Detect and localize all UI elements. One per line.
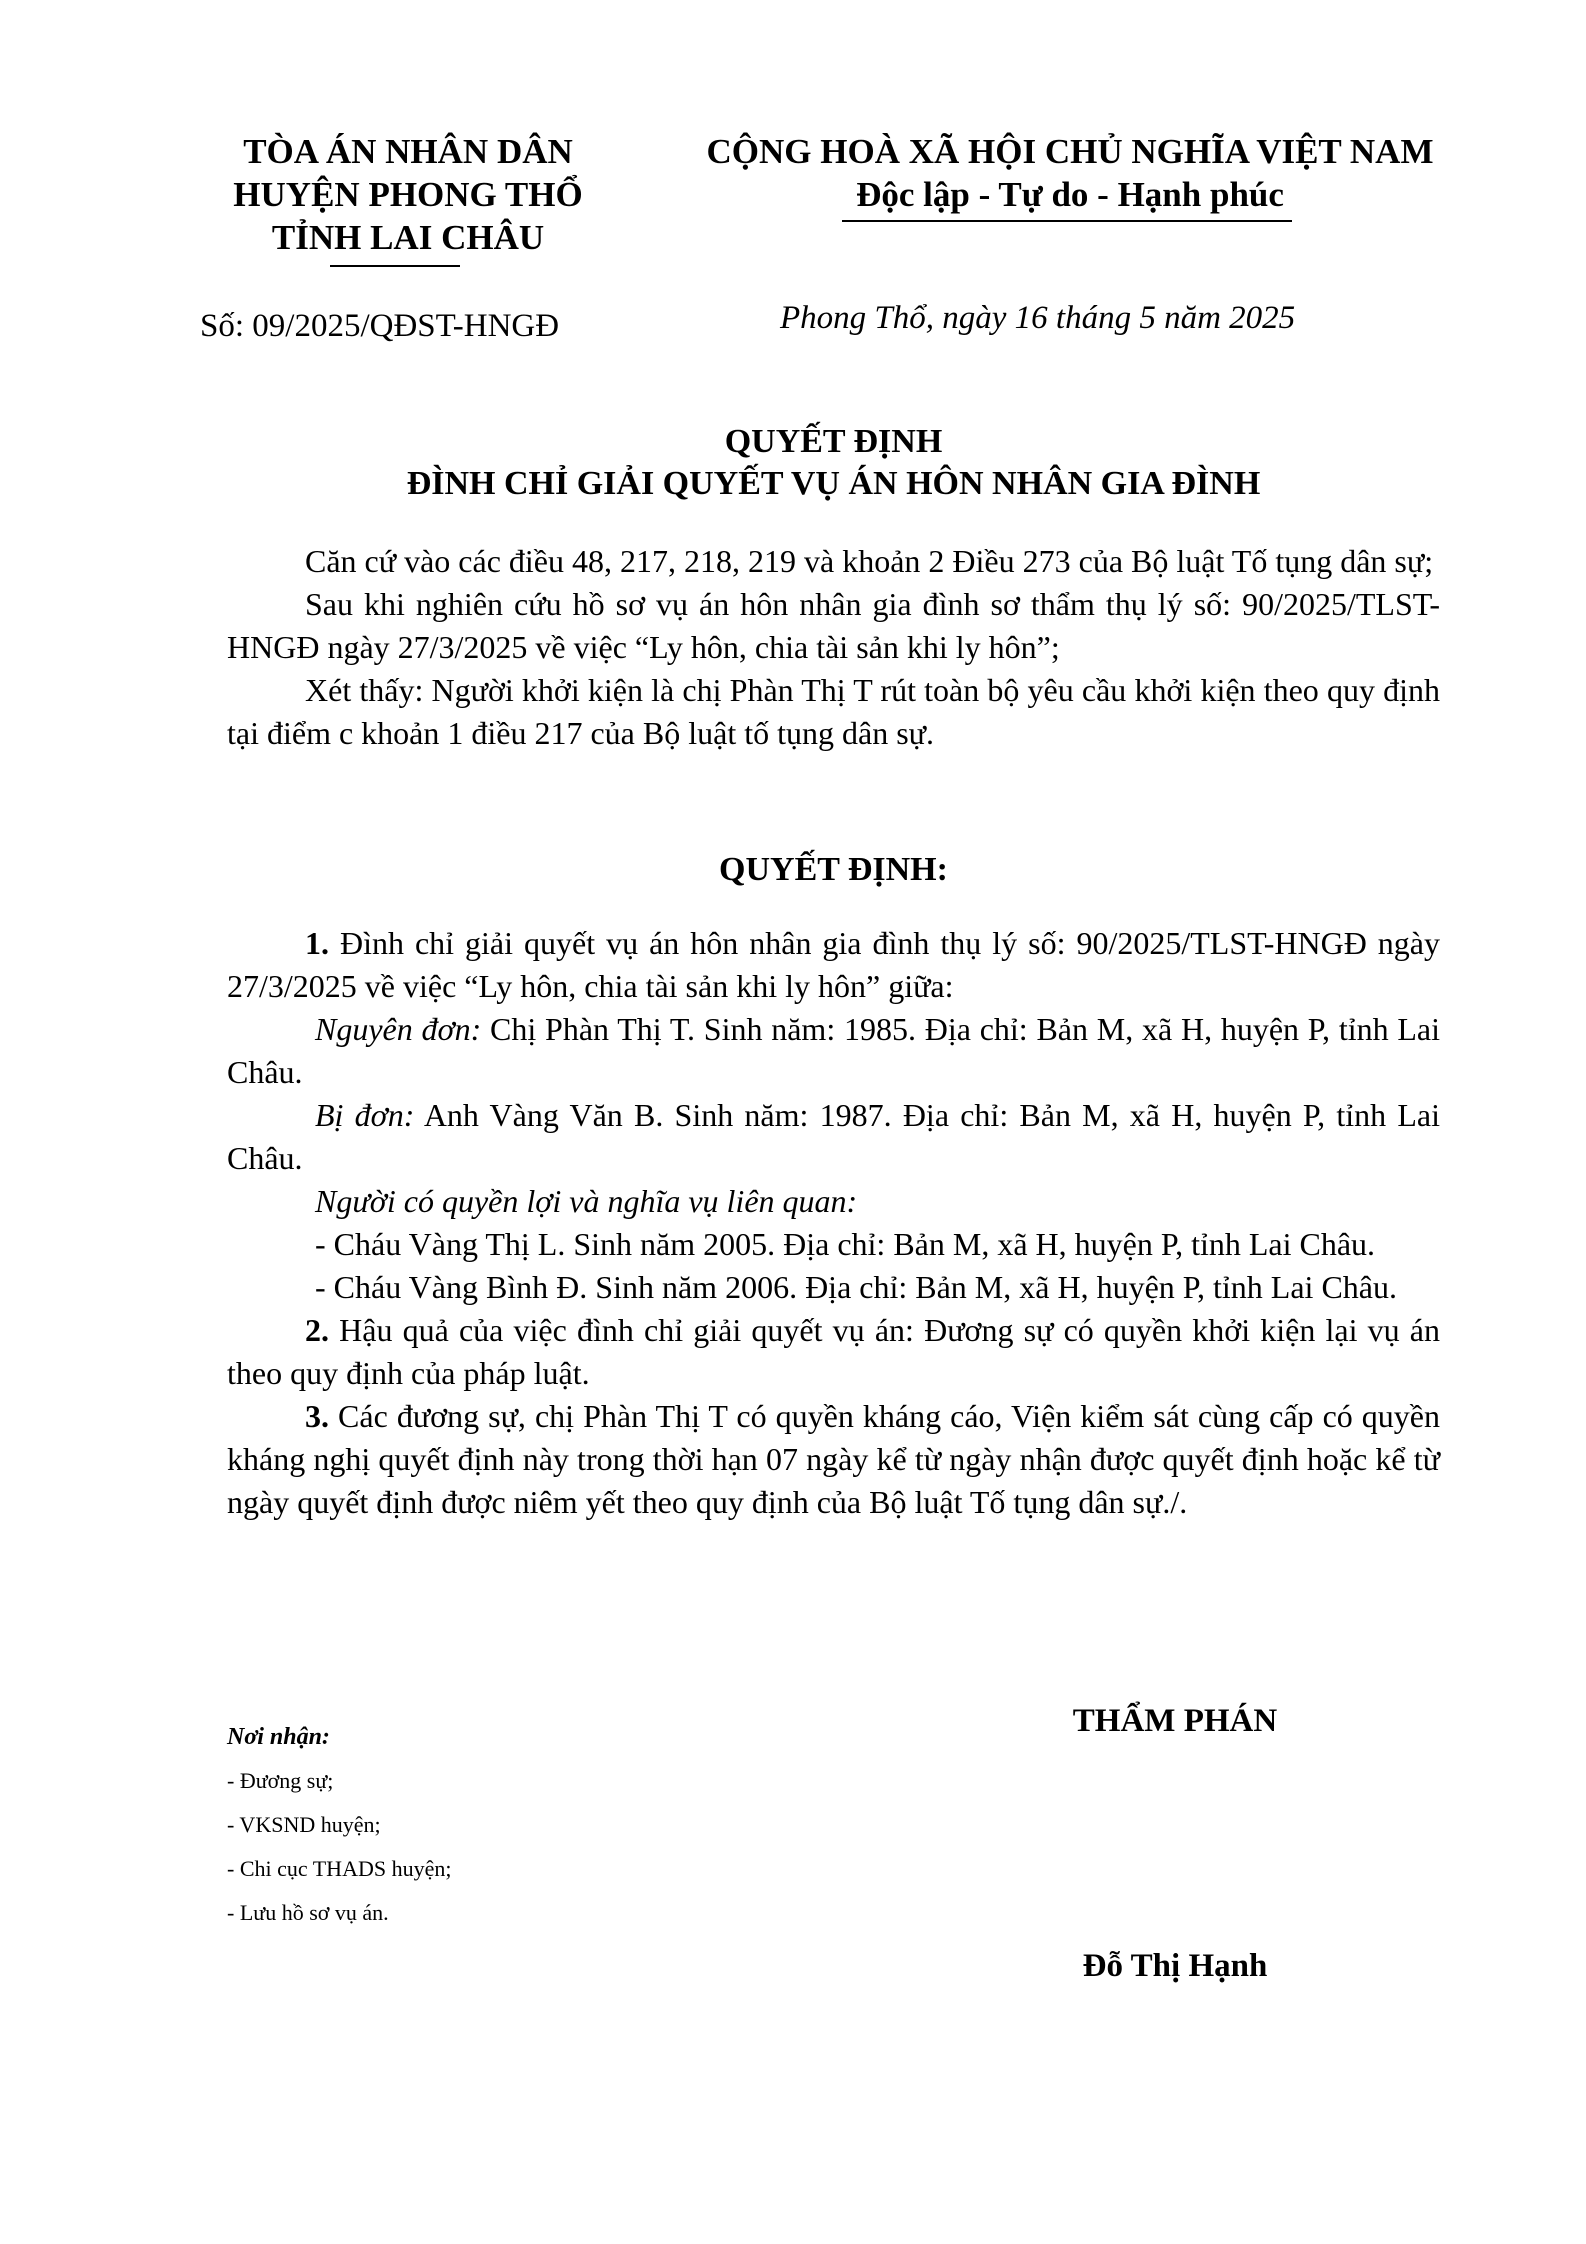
item-1-number: 1.	[305, 925, 329, 961]
plaintiff	[227, 1008, 1440, 1094]
item-2	[227, 1309, 1440, 1395]
document-title	[227, 421, 1440, 505]
related-party-2: - Cháu Vàng Bình Đ. Sinh năm 2006. Địa chỉ: Bản M, xã H, huyện P, tỉnh Lai Châu.	[315, 1269, 1397, 1305]
decision-heading: QUYẾT ĐỊNH:	[719, 851, 948, 888]
preamble	[227, 540, 1440, 755]
preamble-finding: Xét thấy: Người khởi kiện là chị Phàn Thị T rút toàn bộ yêu cầu khởi kiện theo quy định tại điểm c khoản 1 điều 217 của Bộ luật tố tụng dân sự.	[227, 672, 1440, 751]
item-3	[227, 1395, 1440, 1524]
item-1	[227, 922, 1440, 1008]
item-2-number: 2.	[305, 1312, 329, 1348]
motto-underline	[842, 220, 1292, 222]
court-line-1: TÒA ÁN NHÂN DÂN	[243, 132, 573, 171]
country-header	[660, 130, 1480, 216]
recipient-4: - Lưu hồ sơ vụ án.	[227, 1900, 389, 1925]
court-underline	[330, 265, 460, 267]
title-line-1: QUYẾT ĐỊNH	[724, 423, 943, 460]
signer-name: Đỗ Thị Hạnh	[1082, 1948, 1268, 1984]
defendant-text: Anh Vàng Văn B. Sinh năm: 1987. Địa chỉ: Bản M, xã H, huyện P, tỉnh Lai Châu.	[227, 1097, 1441, 1176]
signer-role: THẨM PHÁN	[1072, 1703, 1278, 1739]
related-party-1: - Cháu Vàng Thị L. Sinh năm 2005. Địa chỉ: Bản M, xã H, huyện P, tỉnh Lai Châu.	[315, 1226, 1376, 1262]
plaintiff-text: Chị Phàn Thị T. Sinh năm: 1985. Địa chỉ: Bản M, xã H, huyện P, tỉnh Lai Châu.	[227, 1011, 1440, 1090]
decision-body	[227, 922, 1440, 1524]
court-line-2: HUYỆN PHONG THỔ	[233, 175, 583, 214]
recipient-2: - VKSND huyện;	[227, 1812, 381, 1837]
preamble-legal-basis: Căn cứ vào các điều 48, 217, 218, 219 và khoản 2 Điều 273 của Bộ luật Tố tụng dân sự;	[305, 543, 1434, 579]
court-line-3: TỈNH LAI CHÂU	[271, 218, 545, 257]
related-parties-label: Người có quyền lợi và nghĩa vụ liên quan:	[315, 1183, 858, 1219]
preamble-case-review: Sau khi nghiên cứu hồ sơ vụ án hôn nhân gia đình sơ thẩm thụ lý số: 90/2025/TLST-HNGĐ ngày 27/3/2025 về việc “Ly hôn, chia tài sản khi ly hôn”;	[227, 586, 1440, 665]
recipient-3: - Chi cục THADS huyện;	[227, 1856, 452, 1881]
document-number: Số: 09/2025/QĐST-HNGĐ	[200, 308, 560, 344]
place-date: Phong Thổ, ngày 16 tháng 5 năm 2025	[780, 300, 1296, 336]
item-2-text: Hậu quả của việc đình chỉ giải quyết vụ án: Đương sự có quyền khởi kiện lại vụ án theo quy định của pháp luật.	[227, 1312, 1441, 1391]
motto: Độc lập - Tự do - Hạnh phúc	[856, 175, 1284, 214]
country-name: CỘNG HOÀ XÃ HỘI CHỦ NGHĨA VIỆT NAM	[706, 132, 1434, 171]
item-3-number: 3.	[305, 1398, 329, 1434]
item-3-text: Các đương sự, chị Phàn Thị T có quyền kháng cáo, Viện kiểm sát cùng cấp có quyền kháng nghị quyết định này trong thời hạn 07 ngày kể từ ngày nhận được quyết định hoặc kể từ ngày quyết định được niêm yết theo quy định của Bộ luật Tố tụng dân sự./.	[227, 1398, 1441, 1520]
recipient-1: - Đương sự;	[227, 1768, 334, 1793]
plaintiff-label: Nguyên đơn:	[315, 1011, 482, 1047]
recipients-label: Nơi nhận:	[227, 1724, 330, 1750]
recipients	[227, 1715, 727, 1935]
item-1-text: Đình chỉ giải quyết vụ án hôn nhân gia đình thụ lý số: 90/2025/TLST-HNGĐ ngày 27/3/2025 về việc “Ly hôn, chia tài sản khi ly hôn” giữa:	[227, 925, 1441, 1004]
court-header	[168, 130, 648, 259]
defendant	[227, 1094, 1440, 1180]
title-line-2: ĐÌNH CHỈ GIẢI QUYẾT VỤ ÁN HÔN NHÂN GIA ĐÌNH	[406, 465, 1261, 502]
defendant-label: Bị đơn:	[315, 1097, 415, 1133]
